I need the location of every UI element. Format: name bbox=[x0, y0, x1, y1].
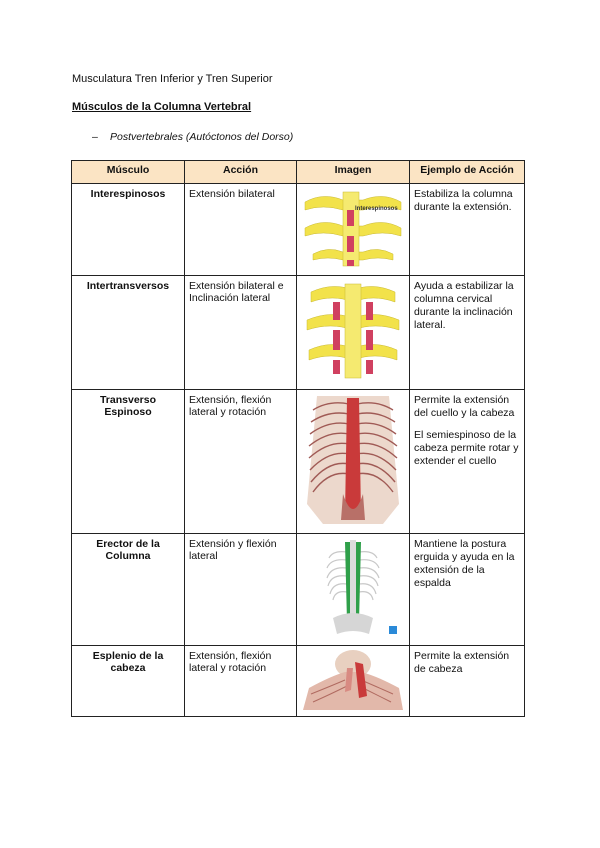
header-image: Imagen bbox=[297, 161, 410, 184]
muscles-table bbox=[71, 160, 525, 717]
muscle-name: Transverso Espinoso bbox=[72, 390, 185, 534]
example-cell bbox=[410, 646, 525, 717]
muscle-action: Extensión, flexión lateral y rotación bbox=[185, 646, 297, 717]
table-row bbox=[72, 184, 525, 276]
muscle-image bbox=[297, 534, 410, 646]
bullet-dash: – bbox=[92, 131, 98, 143]
example-text: Ayuda a estabilizar la columna cervical durante la inclinación lateral. bbox=[414, 280, 514, 331]
table-row bbox=[72, 646, 525, 717]
muscle-name: Intertransversos bbox=[72, 276, 185, 390]
muscle-image bbox=[297, 390, 410, 534]
table-header-row bbox=[72, 161, 525, 184]
table-row bbox=[72, 390, 525, 534]
header-example: Ejemplo de Acción bbox=[410, 161, 525, 184]
interspinales-label: Interespinosos bbox=[355, 206, 398, 212]
muscle-action: Extensión bilateral bbox=[185, 184, 297, 276]
example-text: Mantiene la postura erguida y ayuda en la extensión de la espalda bbox=[414, 538, 515, 589]
table-row bbox=[72, 276, 525, 390]
muscle-action: Extensión y flexión lateral bbox=[185, 534, 297, 646]
example-cell bbox=[410, 276, 525, 390]
header-muscle: Músculo bbox=[72, 161, 185, 184]
table-row bbox=[72, 534, 525, 646]
example-text: Estabiliza la columna durante la extensión. bbox=[414, 188, 513, 213]
splenius-capitis-illustration bbox=[301, 650, 405, 712]
bullet-item bbox=[92, 131, 293, 143]
muscle-image bbox=[297, 184, 410, 276]
example-cell bbox=[410, 390, 525, 534]
header-action: Acción bbox=[185, 161, 297, 184]
muscle-action: Extensión bilateral e Inclinación lateral bbox=[185, 276, 297, 390]
muscle-name: Interespinosos bbox=[72, 184, 185, 276]
muscle-name: Esplenio de la cabeza bbox=[72, 646, 185, 717]
example-text: Permite la extensión de cabeza bbox=[414, 650, 510, 675]
muscle-image bbox=[297, 646, 410, 717]
document-title: Musculatura Tren Inferior y Tren Superior bbox=[72, 73, 273, 85]
muscle-action: Extensión, flexión lateral y rotación bbox=[185, 390, 297, 534]
example-cell bbox=[410, 534, 525, 646]
section-title: Músculos de la Columna Vertebral bbox=[72, 101, 252, 113]
interspinales-illustration bbox=[303, 188, 403, 268]
example-text: El semiespinoso de la cabeza permite rotar y extender el cuello bbox=[414, 429, 519, 467]
erector-spinae-illustration bbox=[303, 538, 403, 640]
transversospinalis-illustration bbox=[303, 394, 403, 526]
example-text: Permite la extensión del cuello y la cabeza bbox=[414, 394, 515, 419]
intertransversarii-illustration bbox=[303, 280, 403, 380]
bullet-text: Postvertebrales (Autóctonos del Dorso) bbox=[110, 131, 294, 143]
example-cell bbox=[410, 184, 525, 276]
muscle-image bbox=[297, 276, 410, 390]
muscle-name: Erector de la Columna bbox=[72, 534, 185, 646]
